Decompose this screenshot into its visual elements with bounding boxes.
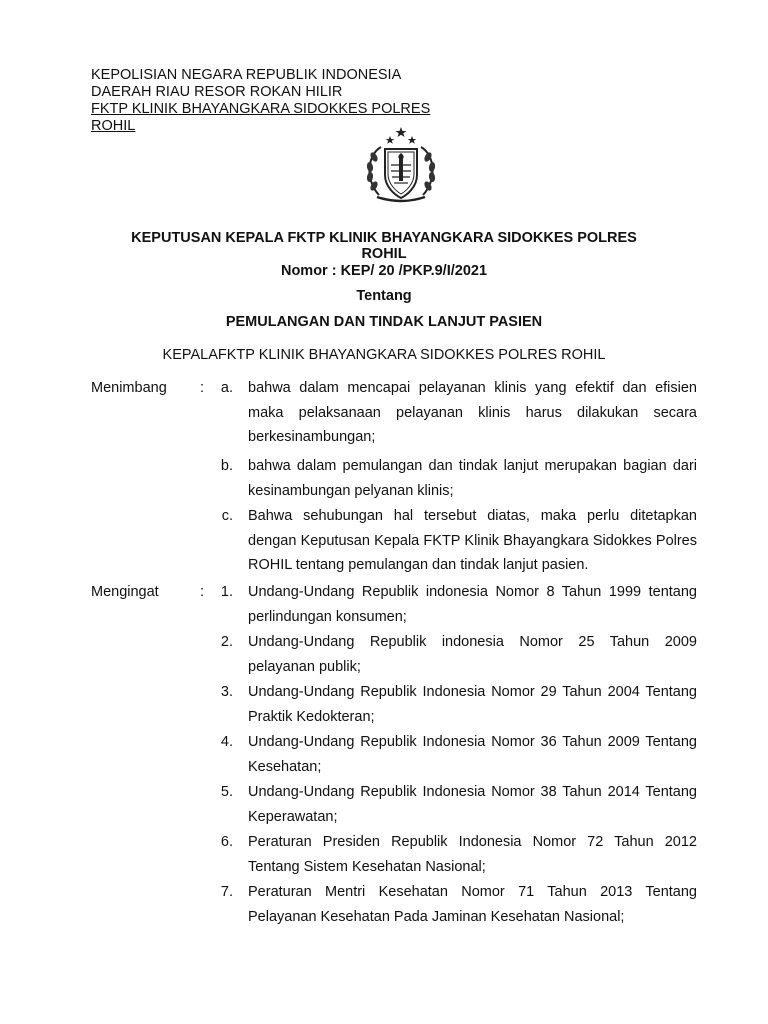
mengingat-marker-3: 3. [220, 684, 233, 700]
mengingat-item-3: Undang-Undang Republik Indonesia Nomor 29 Tahun 2004 Tentang Praktik Kedokteran; [248, 684, 697, 725]
police-emblem-icon [357, 125, 437, 205]
menimbang-marker-b: b. [220, 458, 233, 474]
header-line-2: DAERAH RIAU RESOR ROKAN HILIR [91, 84, 343, 100]
mengingat-marker-7: 7. [220, 884, 233, 900]
mengingat-marker-4: 4. [220, 734, 233, 750]
menimbang-item-c: Bahwa sehubungan hal tersebut diatas, maka perlu ditetapkan dengan Keputusan Kepala FKTP Klinik Bhayangkara Sidokkes Polres ROHIL tentang pemulangan dan tindak lanjut pasien. [248, 508, 697, 573]
decree-title-line-1: KEPUTUSAN KEPALA FKTP KLINIK BHAYANGKARA SIDOKKES POLRES [131, 230, 637, 246]
header-line-4: ROHIL [91, 118, 136, 134]
mengingat-label: Mengingat [91, 584, 159, 600]
menimbang-label: Menimbang [91, 380, 167, 396]
menimbang-marker-c: c. [221, 508, 233, 524]
mengingat-item-2: Undang-Undang Republik indonesia Nomor 25 Tahun 2009 pelayanan publik; [248, 634, 697, 675]
decree-issuer: KEPALAFKTP KLINIK BHAYANGKARA SIDOKKES POLRES ROHIL [162, 347, 606, 363]
decree-subject: PEMULANGAN DAN TINDAK LANJUT PASIEN [225, 314, 543, 330]
mengingat-item-1: Undang-Undang Republik indonesia Nomor 8 Tahun 1999 tentang perlindungan konsumen; [248, 584, 697, 625]
mengingat-marker-6: 6. [220, 834, 233, 850]
decree-title-line-2: ROHIL [361, 246, 407, 262]
decree-number: Nomor : KEP/ 20 /PKP.9/I/2021 [280, 263, 488, 279]
menimbang-colon: : [200, 380, 205, 396]
mengingat-marker-2: 2. [220, 634, 233, 650]
mengingat-marker-1: 1. [220, 584, 233, 600]
decree-about-label: Tentang [356, 288, 412, 304]
menimbang-marker-a: a. [220, 380, 233, 396]
header-line-1: KEPOLISIAN NEGARA REPUBLIK INDONESIA [91, 67, 402, 83]
mengingat-item-5: Undang-Undang Republik Indonesia Nomor 38 Tahun 2014 Tentang Keperawatan; [248, 784, 697, 825]
mengingat-item-4: Undang-Undang Republik Indonesia Nomor 36 Tahun 2009 Tentang Kesehatan; [248, 734, 697, 775]
mengingat-marker-5: 5. [220, 784, 233, 800]
mengingat-item-6: Peraturan Presiden Republik Indonesia Nomor 72 Tahun 2012 Tentang Sistem Kesehatan Nasional; [248, 834, 697, 875]
header-line-3: FKTP KLINIK BHAYANGKARA SIDOKKES POLRES [91, 101, 431, 117]
mengingat-colon: : [200, 584, 205, 600]
menimbang-item-a: bahwa dalam mencapai pelayanan klinis yang efektif dan efisien maka pelaksanaan pelayanan klinis harus dilakukan secara berkesinambungan; [248, 380, 697, 445]
menimbang-item-b: bahwa dalam pemulangan dan tindak lanjut merupakan bagian dari kesinambungan pelyanan klinis; [248, 458, 697, 499]
mengingat-item-7: Peraturan Mentri Kesehatan Nomor 71 Tahun 2013 Tentang Pelayanan Kesehatan Pada Jaminan Kesehatan Nasional; [248, 884, 697, 925]
